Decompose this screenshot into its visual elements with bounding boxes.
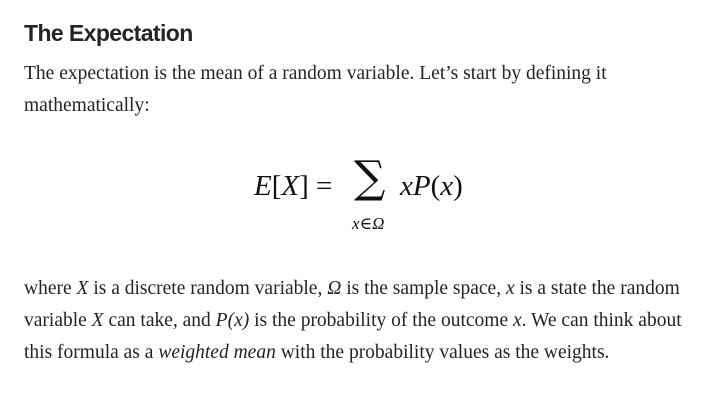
formula-X: X — [281, 170, 300, 202]
formula-paren-close: ) — [453, 170, 463, 202]
formula-equals: = — [308, 170, 340, 202]
formula-x: x — [400, 170, 413, 202]
explanation-text: is the sample space, — [341, 278, 506, 299]
formula-bracket-open: [ — [271, 170, 282, 202]
explanation-text: with the probability values as the weights. — [275, 342, 610, 363]
formula-P: P — [412, 170, 431, 202]
formula-lhs — [254, 170, 340, 203]
intro-paragraph: The expectation is the mean of a random variable. Let’s start by defining it mathematically: — [24, 63, 607, 116]
formula-E: E — [254, 170, 272, 202]
formula-bracket-close: ] — [299, 170, 309, 202]
var-omega: Ω — [327, 278, 342, 299]
formula-rhs — [400, 170, 463, 203]
var-Px: P(x) — [215, 310, 250, 331]
explanation-text: can take, and — [103, 310, 216, 331]
explanation-text: is a state the random variable — [24, 278, 680, 331]
explanation-text: is the probability of the outcome — [249, 310, 513, 331]
summation-symbol: ∑ — [354, 152, 386, 203]
formula-paren-open: ( — [430, 170, 441, 202]
explanation-text: is a discrete random variable, — [88, 278, 328, 299]
formula-arg: x — [440, 170, 454, 202]
var-X: X — [91, 310, 104, 331]
var-X: X — [76, 278, 89, 299]
var-x: x — [505, 278, 515, 299]
expectation-formula — [0, 150, 701, 250]
explanation-text: . We can think about this formula as a — [24, 310, 682, 363]
explanation-paragraph — [24, 273, 696, 369]
var-x: x — [512, 310, 522, 331]
section-heading: The Expectation — [24, 20, 193, 46]
summation-subscript: x∈Ω — [352, 214, 385, 233]
explanation-text: where — [24, 278, 77, 299]
emphasis-weighted-mean: weighted mean — [158, 342, 276, 363]
